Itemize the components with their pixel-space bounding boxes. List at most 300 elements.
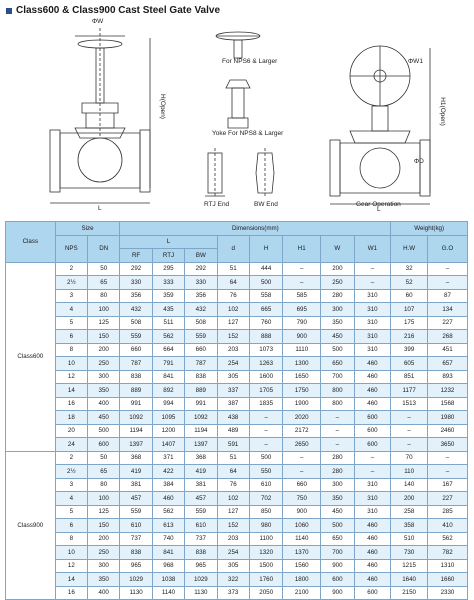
header-weight: Weight(kg) bbox=[391, 222, 468, 236]
table-cell: 559 bbox=[120, 330, 152, 344]
table-cell: 460 bbox=[354, 384, 391, 398]
class-cell: Class600 bbox=[6, 262, 56, 451]
rtj-end-drawing bbox=[205, 148, 225, 198]
table-cell: 851 bbox=[391, 370, 428, 384]
table-cell: 65 bbox=[88, 465, 120, 479]
table-cell: – bbox=[321, 438, 354, 452]
table-cell: 700 bbox=[321, 370, 354, 384]
table-cell: 782 bbox=[427, 546, 467, 560]
title-bullet-icon bbox=[6, 8, 12, 14]
table-cell: 102 bbox=[217, 303, 249, 317]
table-cell: 760 bbox=[249, 316, 282, 330]
table-cell: 1650 bbox=[283, 370, 321, 384]
table-cell: 152 bbox=[217, 519, 249, 533]
table-row bbox=[6, 384, 468, 398]
table-cell: 1232 bbox=[427, 384, 467, 398]
table-cell: 310 bbox=[354, 330, 391, 344]
table-cell: – bbox=[427, 276, 467, 290]
table-cell: 368 bbox=[120, 451, 152, 465]
table-cell: 175 bbox=[391, 316, 428, 330]
table-cell: – bbox=[283, 465, 321, 479]
table-row bbox=[6, 519, 468, 533]
header-w1: W1 bbox=[354, 235, 391, 262]
table-cell: 650 bbox=[321, 357, 354, 371]
table-cell: 310 bbox=[354, 316, 391, 330]
table-cell: 50 bbox=[88, 451, 120, 465]
table-cell: 965 bbox=[185, 559, 217, 573]
header-w: W bbox=[321, 235, 354, 262]
table-cell: – bbox=[391, 438, 428, 452]
table-cell: 841 bbox=[152, 546, 184, 560]
table-cell: 1194 bbox=[120, 424, 152, 438]
table-row bbox=[6, 357, 468, 371]
table-cell: 292 bbox=[120, 262, 152, 276]
caption-yoke: Yoke For NPS8 & Larger bbox=[212, 130, 284, 137]
table-cell: 1397 bbox=[185, 438, 217, 452]
table-cell: 12 bbox=[55, 559, 87, 573]
table-cell: 500 bbox=[249, 276, 282, 290]
table-cell: 2050 bbox=[249, 586, 282, 600]
table-cell: 330 bbox=[120, 276, 152, 290]
table-cell: 489 bbox=[217, 424, 249, 438]
table-cell: 2020 bbox=[283, 411, 321, 425]
table-cell: 1215 bbox=[391, 559, 428, 573]
table-cell: 1980 bbox=[427, 411, 467, 425]
table-cell: – bbox=[249, 438, 282, 452]
table-cell: 559 bbox=[185, 505, 217, 519]
table-cell: 600 bbox=[88, 438, 120, 452]
table-row bbox=[6, 573, 468, 587]
table-cell: 250 bbox=[321, 276, 354, 290]
table-row bbox=[6, 262, 468, 276]
table-cell: 16 bbox=[55, 397, 87, 411]
table-cell: 1320 bbox=[249, 546, 282, 560]
table-cell: 889 bbox=[185, 384, 217, 398]
table-cell: 373 bbox=[217, 586, 249, 600]
table-cell: 310 bbox=[354, 303, 391, 317]
table-cell: 5 bbox=[55, 505, 87, 519]
table-cell: – bbox=[321, 411, 354, 425]
table-cell: 791 bbox=[152, 357, 184, 371]
table-cell: – bbox=[283, 451, 321, 465]
table-cell: 1660 bbox=[427, 573, 467, 587]
table-cell: 384 bbox=[152, 478, 184, 492]
table-cell: – bbox=[354, 262, 391, 276]
table-cell: 432 bbox=[185, 303, 217, 317]
table-cell: 892 bbox=[152, 384, 184, 398]
table-cell: 657 bbox=[427, 357, 467, 371]
header-rf: RF bbox=[120, 249, 152, 263]
table-row bbox=[6, 438, 468, 452]
table-cell: 660 bbox=[185, 343, 217, 357]
table-cell: 510 bbox=[391, 532, 428, 546]
table-cell: 64 bbox=[217, 465, 249, 479]
table-cell: 460 bbox=[354, 532, 391, 546]
table-cell: 227 bbox=[427, 492, 467, 506]
table-cell: 381 bbox=[185, 478, 217, 492]
table-cell: 400 bbox=[88, 397, 120, 411]
table-row bbox=[6, 532, 468, 546]
table-cell: 125 bbox=[88, 505, 120, 519]
table-cell: 1130 bbox=[185, 586, 217, 600]
header-dn: DN bbox=[88, 235, 120, 262]
table-cell: 300 bbox=[88, 370, 120, 384]
header-dimensions: Dimensions(mm) bbox=[120, 222, 391, 236]
table-cell: 1200 bbox=[152, 424, 184, 438]
table-cell: 1073 bbox=[249, 343, 282, 357]
table-cell: 350 bbox=[321, 492, 354, 506]
table-cell: 4 bbox=[55, 303, 87, 317]
table-cell: 460 bbox=[354, 546, 391, 560]
valve-drawing-svg bbox=[0, 18, 474, 218]
dim-l-label: L bbox=[98, 205, 102, 212]
table-cell: 457 bbox=[185, 492, 217, 506]
table-cell: 150 bbox=[88, 330, 120, 344]
table-cell: 660 bbox=[283, 478, 321, 492]
dim-l2-label: L bbox=[377, 206, 381, 213]
table-cell: 740 bbox=[152, 532, 184, 546]
table-cell: 203 bbox=[217, 343, 249, 357]
table-cell: 435 bbox=[152, 303, 184, 317]
table-cell: 80 bbox=[88, 289, 120, 303]
table-cell: 850 bbox=[249, 505, 282, 519]
table-cell: 305 bbox=[217, 370, 249, 384]
table-cell: 2172 bbox=[283, 424, 321, 438]
table-cell: 550 bbox=[249, 465, 282, 479]
dim-h-label: H(Open) bbox=[158, 94, 166, 119]
table-cell: 460 bbox=[152, 492, 184, 506]
table-cell: 1513 bbox=[391, 397, 428, 411]
table-cell: 102 bbox=[217, 492, 249, 506]
table-cell: 51 bbox=[217, 262, 249, 276]
table-cell: 1092 bbox=[120, 411, 152, 425]
table-row bbox=[6, 505, 468, 519]
table-cell: 450 bbox=[88, 411, 120, 425]
table-cell: 1835 bbox=[249, 397, 282, 411]
table-cell: 2½ bbox=[55, 465, 87, 479]
table-cell: 127 bbox=[217, 505, 249, 519]
table-cell: 500 bbox=[249, 451, 282, 465]
table-cell: 838 bbox=[120, 546, 152, 560]
table-cell: 76 bbox=[217, 478, 249, 492]
table-cell: 20 bbox=[55, 424, 87, 438]
table-cell: 419 bbox=[185, 465, 217, 479]
table-cell: 350 bbox=[88, 573, 120, 587]
table-cell: 3650 bbox=[427, 438, 467, 452]
table-cell: – bbox=[321, 424, 354, 438]
table-body bbox=[6, 262, 468, 600]
table-cell: 203 bbox=[217, 532, 249, 546]
table-cell: 1060 bbox=[283, 519, 321, 533]
table-row bbox=[6, 316, 468, 330]
table-cell: 80 bbox=[88, 478, 120, 492]
table-cell: 356 bbox=[120, 289, 152, 303]
table-cell: – bbox=[427, 465, 467, 479]
table-cell: 600 bbox=[321, 573, 354, 587]
table-cell: 3 bbox=[55, 478, 87, 492]
table-cell: 1310 bbox=[427, 559, 467, 573]
table-cell: 400 bbox=[88, 586, 120, 600]
table-row bbox=[6, 478, 468, 492]
table-cell: – bbox=[283, 262, 321, 276]
table-cell: 76 bbox=[217, 289, 249, 303]
table-cell: 500 bbox=[88, 424, 120, 438]
table-cell: 1900 bbox=[283, 397, 321, 411]
table-cell: 900 bbox=[283, 505, 321, 519]
header-size: Size bbox=[55, 222, 120, 236]
table-cell: 1500 bbox=[249, 559, 282, 573]
table-cell: 460 bbox=[354, 573, 391, 587]
table-cell: 893 bbox=[427, 370, 467, 384]
table-cell: – bbox=[427, 451, 467, 465]
table-cell: – bbox=[249, 424, 282, 438]
table-cell: 702 bbox=[249, 492, 282, 506]
table-cell: – bbox=[354, 465, 391, 479]
table-cell: 152 bbox=[217, 330, 249, 344]
table-cell: 2 bbox=[55, 451, 87, 465]
table-cell: 600 bbox=[354, 586, 391, 600]
table-cell: 310 bbox=[354, 289, 391, 303]
table-cell: – bbox=[354, 451, 391, 465]
table-row bbox=[6, 424, 468, 438]
table-cell: 300 bbox=[88, 559, 120, 573]
table-cell: 1760 bbox=[249, 573, 282, 587]
table-cell: 110 bbox=[391, 465, 428, 479]
table-cell: 841 bbox=[152, 370, 184, 384]
table-cell: 450 bbox=[321, 330, 354, 344]
table-cell: 14 bbox=[55, 384, 87, 398]
table-cell: – bbox=[427, 262, 467, 276]
table-cell: 2½ bbox=[55, 276, 87, 290]
table-cell: 12 bbox=[55, 370, 87, 384]
table-cell: 268 bbox=[427, 330, 467, 344]
table-cell: 1140 bbox=[283, 532, 321, 546]
table-cell: 562 bbox=[152, 505, 184, 519]
table-cell: 8 bbox=[55, 343, 87, 357]
table-cell: 70 bbox=[391, 451, 428, 465]
table-cell: 695 bbox=[283, 303, 321, 317]
table-cell: 358 bbox=[391, 519, 428, 533]
table-cell: 457 bbox=[120, 492, 152, 506]
header-d: d bbox=[217, 235, 249, 262]
header-rtj: RTJ bbox=[152, 249, 184, 263]
table-cell: 419 bbox=[120, 465, 152, 479]
table-cell: 10 bbox=[55, 357, 87, 371]
table-cell: 125 bbox=[88, 316, 120, 330]
table-cell: 280 bbox=[321, 451, 354, 465]
table-cell: 6 bbox=[55, 519, 87, 533]
header-nps: NPS bbox=[55, 235, 87, 262]
table-cell: 1300 bbox=[283, 357, 321, 371]
dim-d-label: ΦD bbox=[414, 158, 424, 165]
header-bw: BW bbox=[185, 249, 217, 263]
table-cell: 605 bbox=[391, 357, 428, 371]
table-cell: 3 bbox=[55, 289, 87, 303]
table-cell: 2100 bbox=[283, 586, 321, 600]
caption-rtj-end: RTJ End bbox=[204, 201, 230, 208]
table-cell: 562 bbox=[152, 330, 184, 344]
table-cell: 250 bbox=[88, 546, 120, 560]
table-cell: 8 bbox=[55, 532, 87, 546]
header-class: Class bbox=[6, 222, 56, 263]
table-cell: 1640 bbox=[391, 573, 428, 587]
table-cell: 665 bbox=[249, 303, 282, 317]
table-cell: 330 bbox=[185, 276, 217, 290]
table-row bbox=[6, 546, 468, 560]
table-cell: 100 bbox=[88, 492, 120, 506]
dim-w1-label: ΦW1 bbox=[408, 58, 423, 65]
table-cell: 100 bbox=[88, 303, 120, 317]
table-cell: 980 bbox=[249, 519, 282, 533]
table-cell: 664 bbox=[152, 343, 184, 357]
table-cell: 2150 bbox=[391, 586, 428, 600]
table-cell: 559 bbox=[120, 505, 152, 519]
table-cell: 610 bbox=[120, 519, 152, 533]
table-cell: 368 bbox=[185, 451, 217, 465]
table-cell: 1140 bbox=[152, 586, 184, 600]
table-cell: 127 bbox=[217, 316, 249, 330]
table-cell: 700 bbox=[321, 546, 354, 560]
gate-valve-drawing bbox=[50, 28, 150, 203]
table-cell: 610 bbox=[185, 519, 217, 533]
table-cell: 5 bbox=[55, 316, 87, 330]
table-cell: 422 bbox=[152, 465, 184, 479]
table-cell: 1705 bbox=[249, 384, 282, 398]
gear-operation-drawing bbox=[330, 46, 430, 204]
caption-gear-operation: Gear Operation bbox=[356, 201, 401, 208]
table-cell: 2460 bbox=[427, 424, 467, 438]
table-cell: 1095 bbox=[152, 411, 184, 425]
table-cell: 10 bbox=[55, 546, 87, 560]
page-title bbox=[6, 5, 220, 16]
table-cell: 107 bbox=[391, 303, 428, 317]
table-cell: 350 bbox=[321, 316, 354, 330]
table-cell: – bbox=[354, 276, 391, 290]
table-cell: 350 bbox=[88, 384, 120, 398]
table-cell: 356 bbox=[185, 289, 217, 303]
table-cell: 500 bbox=[321, 343, 354, 357]
table-cell: 1800 bbox=[283, 573, 321, 587]
table-cell: 387 bbox=[217, 397, 249, 411]
table-cell: 460 bbox=[354, 397, 391, 411]
table-cell: 838 bbox=[185, 546, 217, 560]
dim-h1-label: H1(Open) bbox=[438, 97, 446, 126]
dimensions-table bbox=[5, 221, 468, 600]
table-cell: 64 bbox=[217, 276, 249, 290]
table-cell: 1600 bbox=[249, 370, 282, 384]
table-cell: 600 bbox=[354, 424, 391, 438]
table-cell: 800 bbox=[321, 384, 354, 398]
table-cell: 900 bbox=[283, 330, 321, 344]
table-cell: 200 bbox=[321, 262, 354, 276]
table-cell: 1092 bbox=[185, 411, 217, 425]
table-cell: 227 bbox=[427, 316, 467, 330]
table-cell: 900 bbox=[321, 559, 354, 573]
table-row bbox=[6, 559, 468, 573]
header-hw: H.W bbox=[391, 235, 428, 262]
table-cell: 737 bbox=[185, 532, 217, 546]
table-row bbox=[6, 303, 468, 317]
table-row bbox=[6, 397, 468, 411]
table-cell: 216 bbox=[391, 330, 428, 344]
table-cell: 900 bbox=[321, 586, 354, 600]
table-cell: 32 bbox=[391, 262, 428, 276]
table-cell: 359 bbox=[152, 289, 184, 303]
table-cell: 790 bbox=[283, 316, 321, 330]
table-cell: 1263 bbox=[249, 357, 282, 371]
table-cell: 250 bbox=[88, 357, 120, 371]
header-l: L bbox=[120, 235, 217, 249]
table-cell: 16 bbox=[55, 586, 87, 600]
table-cell: 994 bbox=[152, 397, 184, 411]
table-cell: 300 bbox=[321, 303, 354, 317]
table-cell: 292 bbox=[185, 262, 217, 276]
table-cell: 410 bbox=[427, 519, 467, 533]
table-cell: 991 bbox=[120, 397, 152, 411]
table-cell: 200 bbox=[391, 492, 428, 506]
table-cell: 613 bbox=[152, 519, 184, 533]
table-cell: 460 bbox=[354, 370, 391, 384]
table-cell: 800 bbox=[321, 397, 354, 411]
table-row bbox=[6, 370, 468, 384]
table-cell: 280 bbox=[321, 465, 354, 479]
dim-w-label: ΦW bbox=[92, 18, 104, 25]
table-cell: 310 bbox=[354, 343, 391, 357]
table-cell: 968 bbox=[152, 559, 184, 573]
table-cell: 381 bbox=[120, 478, 152, 492]
header-h: H bbox=[249, 235, 282, 262]
table-cell: 451 bbox=[427, 343, 467, 357]
table-cell: – bbox=[391, 424, 428, 438]
table-cell: 500 bbox=[321, 519, 354, 533]
table-cell: 965 bbox=[120, 559, 152, 573]
table-cell: 310 bbox=[354, 505, 391, 519]
table-cell: 310 bbox=[354, 478, 391, 492]
table-cell: 254 bbox=[217, 357, 249, 371]
table-cell: 438 bbox=[217, 411, 249, 425]
table-cell: 4 bbox=[55, 492, 87, 506]
table-cell: 558 bbox=[249, 289, 282, 303]
table-row bbox=[6, 451, 468, 465]
table-row bbox=[6, 465, 468, 479]
class-cell: Class900 bbox=[6, 451, 56, 600]
table-row bbox=[6, 411, 468, 425]
table-cell: – bbox=[249, 411, 282, 425]
table-cell: 295 bbox=[152, 262, 184, 276]
table-row bbox=[6, 343, 468, 357]
valve-drawings bbox=[0, 18, 474, 218]
table-cell: 50 bbox=[88, 262, 120, 276]
table-row bbox=[6, 586, 468, 600]
table-cell: 787 bbox=[120, 357, 152, 371]
table-cell: 650 bbox=[321, 532, 354, 546]
table-cell: 450 bbox=[321, 505, 354, 519]
table-cell: 838 bbox=[185, 370, 217, 384]
table-cell: 399 bbox=[391, 343, 428, 357]
table-cell: 60 bbox=[391, 289, 428, 303]
table-cell: 167 bbox=[427, 478, 467, 492]
table-cell: 1029 bbox=[120, 573, 152, 587]
table-cell: 838 bbox=[120, 370, 152, 384]
table-cell: 371 bbox=[152, 451, 184, 465]
table-cell: 660 bbox=[120, 343, 152, 357]
table-cell: 1370 bbox=[283, 546, 321, 560]
table-cell: 730 bbox=[391, 546, 428, 560]
table-cell: 1177 bbox=[391, 384, 428, 398]
header-h1: H1 bbox=[283, 235, 321, 262]
table-cell: 591 bbox=[217, 438, 249, 452]
table-cell: 750 bbox=[283, 492, 321, 506]
